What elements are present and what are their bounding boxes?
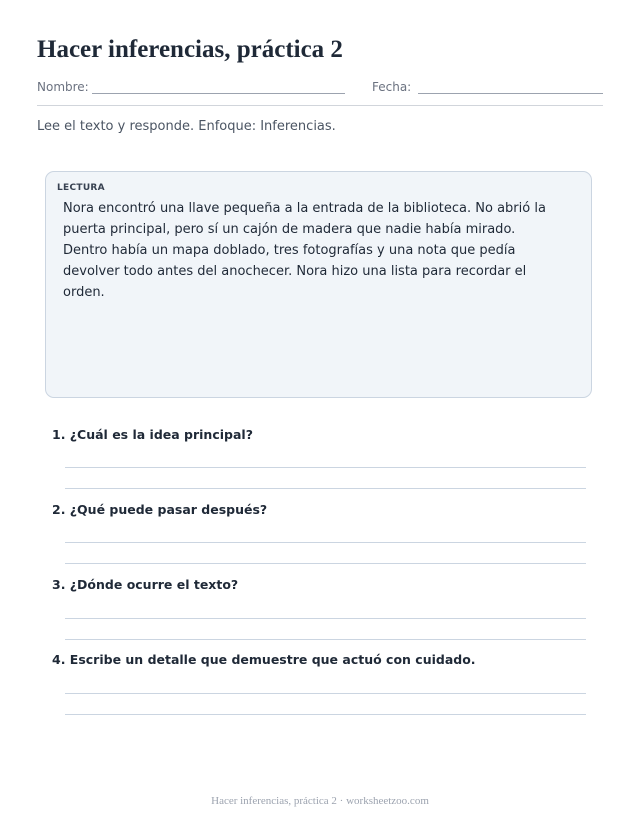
answer-line[interactable] xyxy=(65,488,586,489)
header-divider xyxy=(37,105,603,106)
answer-line[interactable] xyxy=(65,639,586,640)
instructions: Lee el texto y responde. Enfoque: Inferencias. xyxy=(37,119,336,134)
question-4: 4. Escribe un detalle que demuestre que actuó con cuidado. xyxy=(52,652,476,667)
answer-line[interactable] xyxy=(65,693,586,694)
name-label: Nombre: xyxy=(37,80,89,94)
question-3: 3. ¿Dónde ocurre el texto? xyxy=(52,577,239,592)
answer-line[interactable] xyxy=(65,618,586,619)
date-label: Fecha: xyxy=(372,80,412,94)
reading-text: Nora encontró una llave pequeña a la entrada de la biblioteca. No abrió la puerta principal, pero sí un cajón de madera que nadie había mirado. Dentro había un mapa doblado, tres fotografías y una nota que pedía devolver todo antes del anochecer. Nora hizo una lista para recordar el orden. xyxy=(63,201,546,300)
answer-line[interactable] xyxy=(65,542,586,543)
answer-line[interactable] xyxy=(65,714,586,715)
date-field[interactable] xyxy=(418,93,603,94)
page-title: Hacer inferencias, práctica 2 xyxy=(37,36,343,63)
reading-passage-box xyxy=(45,171,592,398)
name-field[interactable] xyxy=(92,93,345,94)
question-2: 2. ¿Qué puede pasar después? xyxy=(52,502,268,517)
reading-label: LECTURA xyxy=(57,183,105,193)
question-1: 1. ¿Cuál es la idea principal? xyxy=(52,427,253,442)
answer-line[interactable] xyxy=(65,467,586,468)
student-info-row xyxy=(37,80,603,98)
answer-line[interactable] xyxy=(65,563,586,564)
footer: Hacer inferencias, práctica 2 · worksheetzoo.com xyxy=(211,795,429,807)
